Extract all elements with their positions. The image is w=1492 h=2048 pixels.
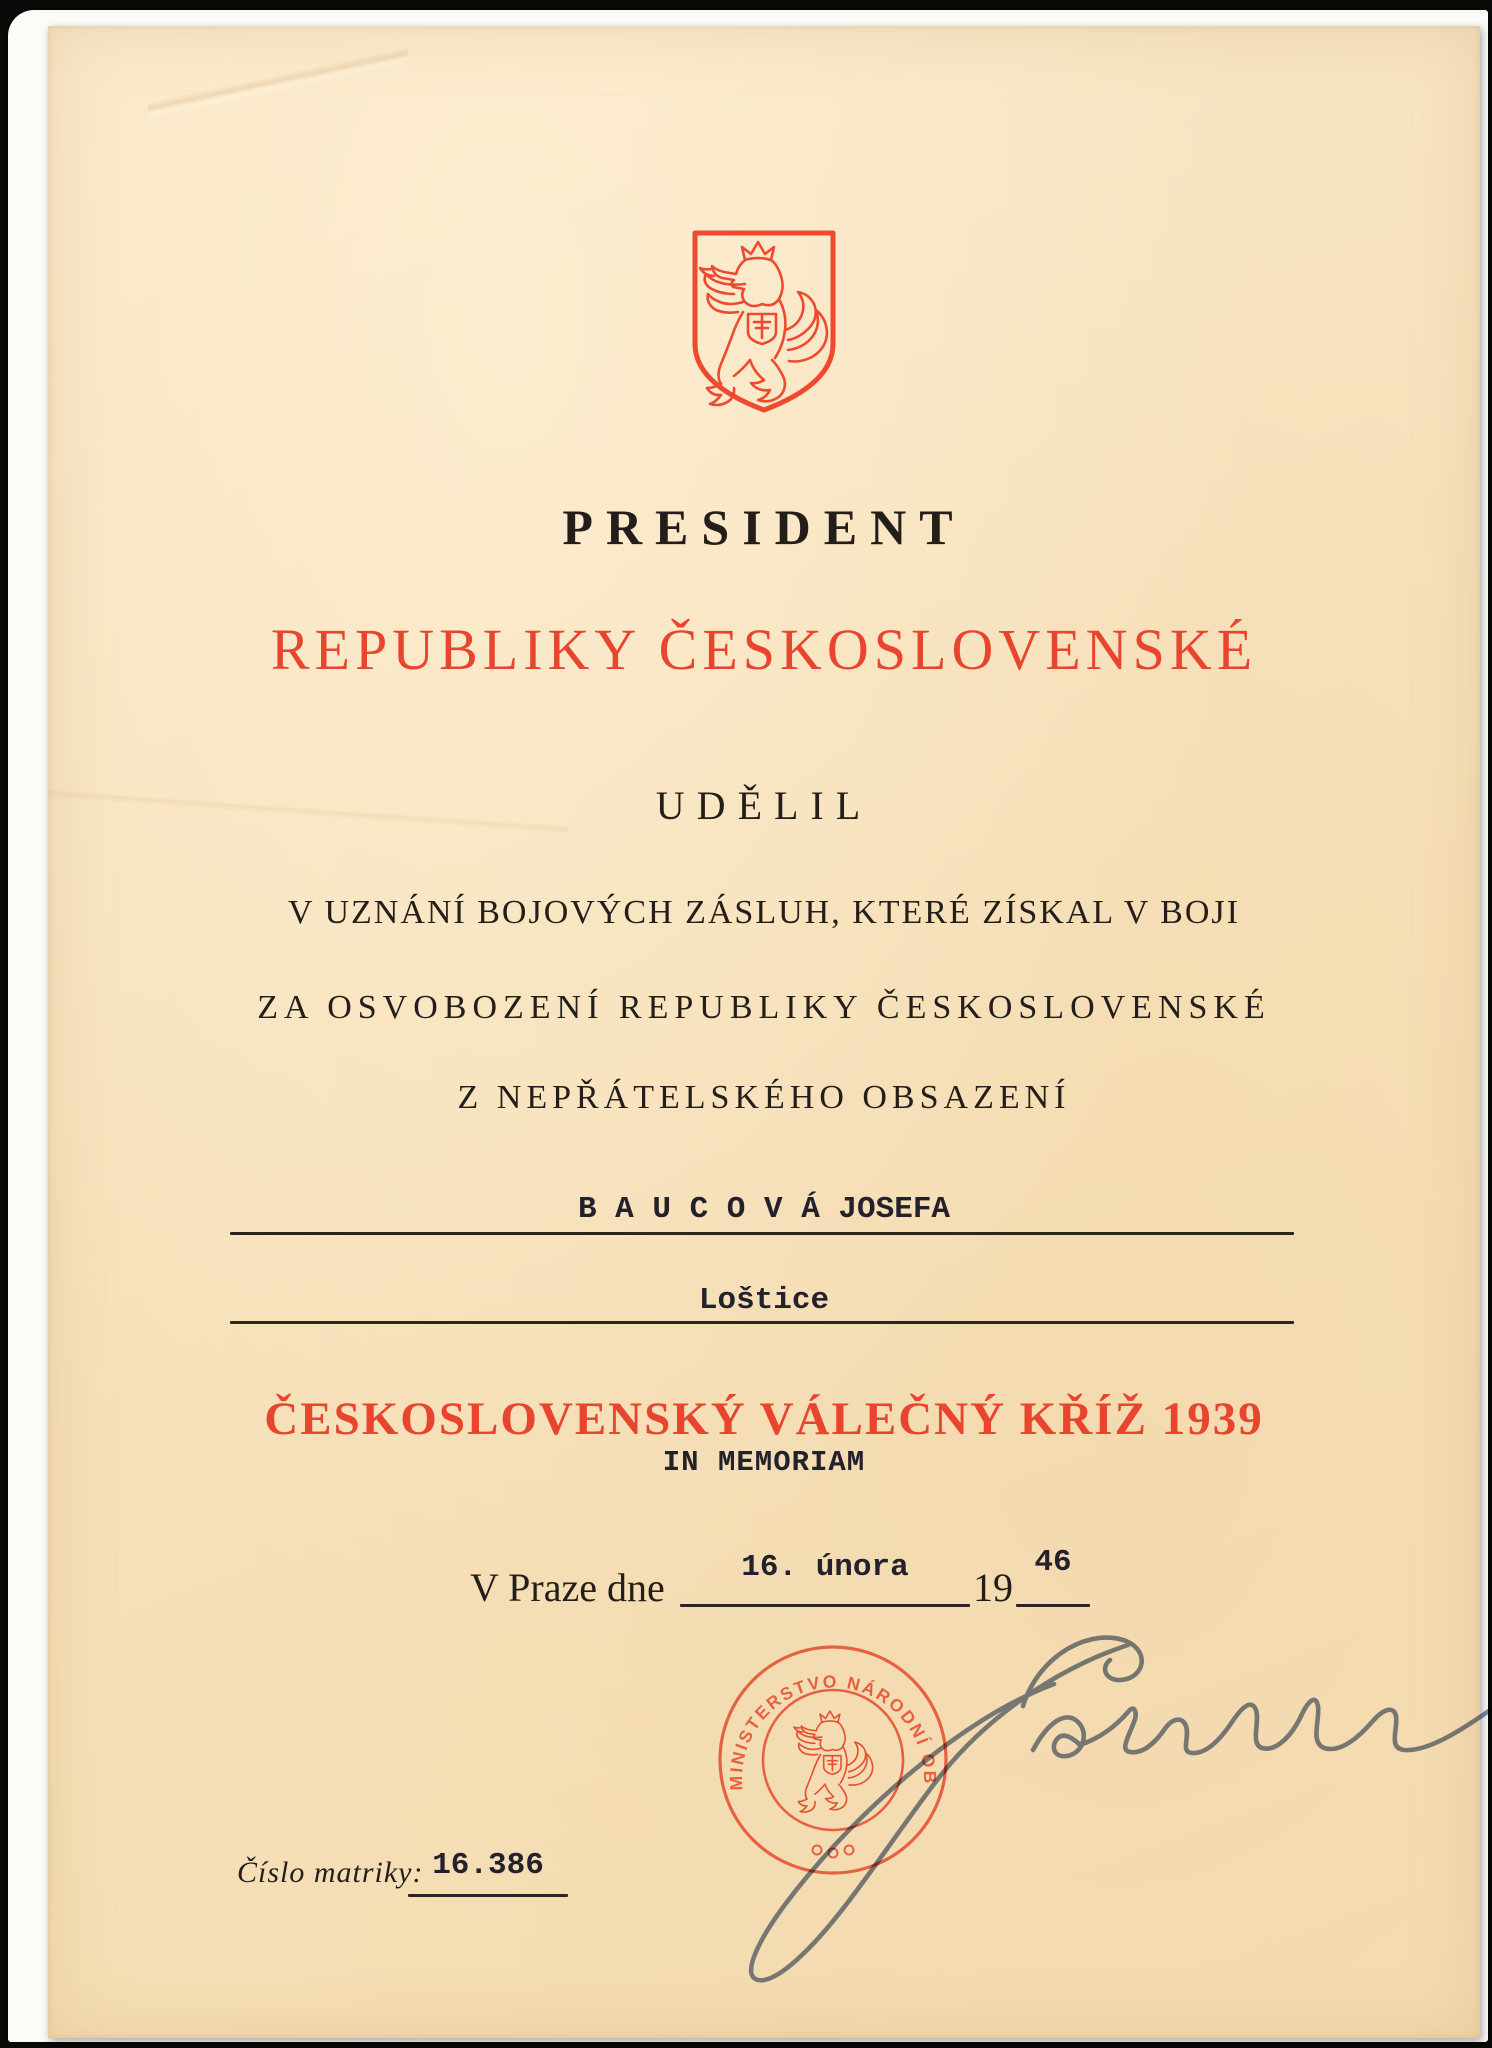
name-rule: [230, 1232, 1294, 1235]
registry-number: 16.386: [432, 1848, 544, 1883]
recipient-name: B A U C O V Á JOSEFA: [577, 1192, 951, 1227]
awarded-verb: UDĚLIL: [655, 783, 873, 828]
registry-label: Číslo matriky:: [237, 1856, 424, 1889]
signature: [560, 1600, 1492, 2030]
year-prefix: 19: [973, 1565, 1013, 1610]
date-prefix: V Praze dne: [470, 1565, 665, 1610]
year-suffix: 46: [1034, 1545, 1072, 1580]
body-line-3: Z NEPŘÁTELSKÉHO OBSAZENÍ: [457, 1079, 1071, 1116]
place-rule: [230, 1321, 1294, 1324]
title-president: PRESIDENT: [562, 499, 966, 555]
date-value: 16. února: [741, 1550, 909, 1585]
registry-rule: [408, 1894, 568, 1897]
paper-crease: [148, 26, 408, 136]
certificate-paper: [48, 26, 1480, 2038]
recipient-place: Loštice: [698, 1283, 830, 1318]
coat-of-arms-icon: [688, 226, 840, 418]
award-title: ČESKOSLOVENSKÝ VÁLEČNÝ KŘÍŽ 1939: [264, 1393, 1264, 1445]
title-republic: REPUBLIKY ČESKOSLOVENSKÉ: [270, 617, 1258, 682]
body-line-2: ZA OSVOBOZENÍ REPUBLIKY ČESKOSLOVENSKÉ: [257, 989, 1271, 1026]
stamp-text: MINISTERSTVO NÁRODNÍ OBRANY: [725, 1671, 941, 1791]
award-note: IN MEMORIAM: [662, 1446, 866, 1479]
body-line-1: V UZNÁNÍ BOJOVÝCH ZÁSLUH, KTERÉ ZÍSKAL V BOJI: [288, 894, 1240, 931]
